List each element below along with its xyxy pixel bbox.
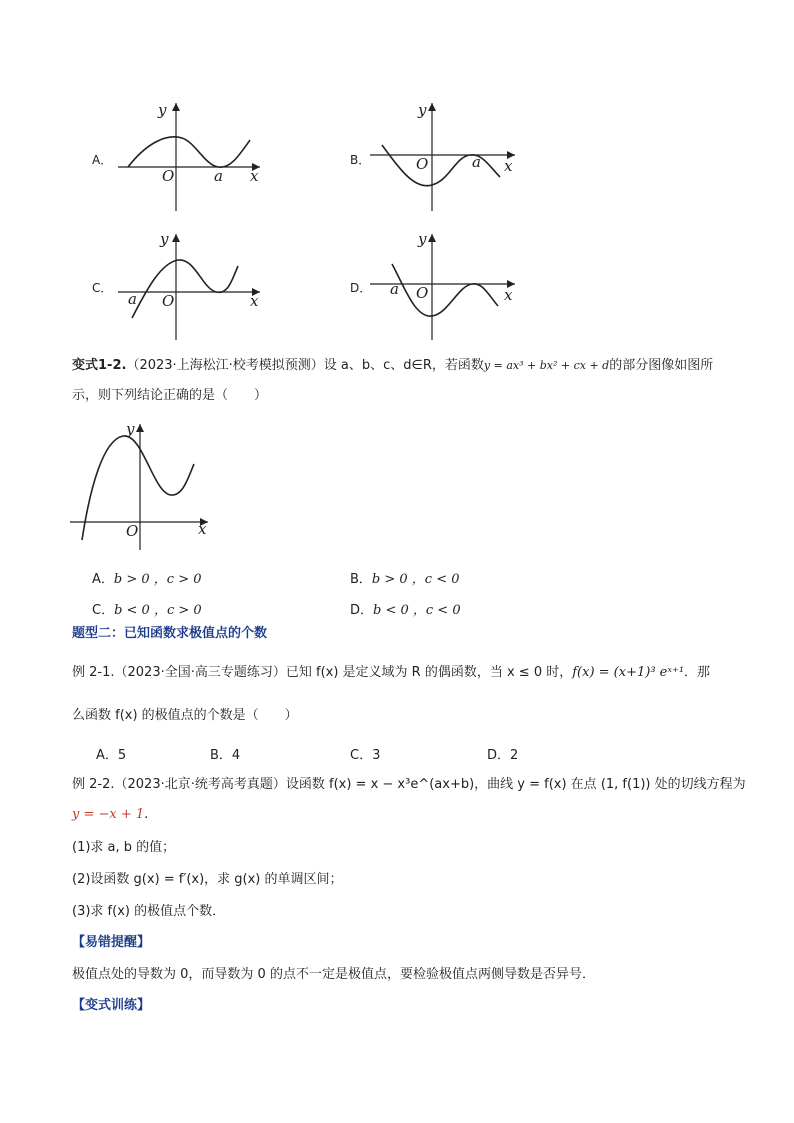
- option-b-label: B．: [350, 153, 371, 167]
- example-2-2-line1: [72, 775, 746, 795]
- example-2-1-option-c: [350, 744, 380, 763]
- graph-d-x-label: x: [504, 286, 513, 304]
- graph-a-x-label: x: [250, 167, 259, 185]
- graph-d: [370, 228, 530, 348]
- example-2-2-source: （2023·北京·统考高考真题）: [114, 777, 286, 792]
- variant-option-c-text: b < 0 ，c > 0: [114, 603, 202, 618]
- variant-1-2-line1: [72, 356, 713, 376]
- variant-option-c: [92, 599, 202, 618]
- example-2-2-q3: (3)求 f(x) 的极值点个数．: [72, 904, 226, 919]
- graph-c-curve: [132, 260, 238, 318]
- variant-1-2-prefix: 变式1-2.: [72, 358, 127, 373]
- variant-1-2-func: y = ax³ + bx² + cx + d: [483, 359, 610, 372]
- graph-b-a-label: a: [472, 153, 481, 171]
- graph-c-y-arrow: [172, 234, 180, 242]
- graph-a-y-label: y: [158, 101, 167, 119]
- graph-d-y-arrow: [428, 234, 436, 242]
- graph-b: [370, 95, 530, 220]
- variant-option-b-text: b > 0 ，c < 0: [371, 572, 460, 587]
- example-2-1-text1-end: ．那: [684, 665, 711, 680]
- example-2-1-option-d-text: 2: [510, 748, 519, 763]
- graph-a-y-arrow: [172, 103, 180, 111]
- graph-a-curve: [128, 137, 250, 167]
- reminder-text: 极值点处的导数为 0，而导数为 0 的点不一定是极值点，要检验极值点两侧导数是否异号．: [72, 967, 595, 982]
- graph-d-a-label: a: [390, 280, 399, 298]
- variant-option-d-text: b < 0 ，c < 0: [373, 603, 461, 618]
- example-2-1-prefix: 例 2-1.: [72, 665, 115, 680]
- variant-graph-x-label: x: [198, 520, 207, 538]
- example-2-2-text1: 设函数 f(x) = x − x³e^(ax+b)，曲线 y = f(x) 在点 (1, f(1)) 处的切线方程为: [285, 777, 746, 792]
- graph-b-origin-label: O: [416, 155, 429, 173]
- graph-d-y-label: y: [418, 230, 427, 248]
- example-2-1-option-b-text: 4: [231, 748, 241, 763]
- example-2-1-line1: [72, 663, 710, 683]
- example-2-2-tangent-end: .: [144, 807, 149, 822]
- graph-a: [110, 95, 270, 220]
- example-2-1-option-b: [210, 744, 240, 763]
- graph-c-a-label: a: [128, 290, 137, 308]
- example-2-1-option-a-text: 5: [117, 748, 127, 763]
- graph-b-y-arrow: [428, 103, 436, 111]
- graph-c: [110, 228, 270, 348]
- variant-graph-y-arrow: [136, 424, 144, 432]
- variant-option-d-label: D．: [350, 603, 374, 618]
- graph-b-curve: [382, 145, 500, 186]
- section-2-title: 题型二：已知函数求极值点的个数: [72, 626, 268, 641]
- variant-option-c-label: C．: [92, 603, 115, 618]
- graph-d-curve: [392, 264, 498, 316]
- example-2-2-q2: (2)设函数 g(x) = f′(x)，求 g(x) 的单调区间；: [72, 872, 343, 887]
- example-2-2-prefix: 例 2-2.: [72, 777, 115, 792]
- variant-option-d: [350, 599, 461, 618]
- variant-option-b: [350, 568, 460, 587]
- training-title: 【变式训练】: [72, 998, 151, 1013]
- example-2-1-source: （2023·全国·高三专题练习）: [114, 665, 286, 680]
- example-2-1-option-c-text: 3: [372, 748, 381, 763]
- variant-1-2-line2: 示，则下列结论正确的是（ ）: [72, 388, 268, 403]
- graph-b-y-label: y: [418, 101, 427, 119]
- example-2-1-line2: 么函数 f(x) 的极值点的个数是（ ）: [72, 708, 298, 723]
- option-d-label: D．: [350, 281, 372, 295]
- variant-graph-y-label: y: [126, 420, 135, 438]
- variant-option-a: [92, 568, 202, 587]
- example-2-1-option-d: [487, 744, 518, 763]
- example-2-1-text1: 已知 f(x) 是定义域为 R 的偶函数，当 x ≤ 0 时，: [285, 665, 573, 680]
- variant-1-2-graph: [68, 418, 218, 553]
- example-2-1-option-a: [96, 744, 126, 763]
- example-2-1-option-a-label: A．: [96, 748, 118, 763]
- variant-1-2-text2: 的部分图像如图所: [609, 358, 714, 373]
- graph-c-y-label: y: [160, 230, 169, 248]
- example-2-1-formula: f(x) = (x+1)³ eˣ⁺¹: [572, 665, 685, 680]
- graph-c-origin-label: O: [162, 292, 175, 310]
- option-c-label: C．: [92, 281, 113, 295]
- graph-b-x-label: x: [504, 157, 513, 175]
- reminder-title: 【易错提醒】: [72, 935, 151, 950]
- graph-c-x-label: x: [250, 292, 259, 310]
- example-2-2-q1: (1)求 a, b 的值；: [72, 840, 176, 855]
- graph-a-a-label: a: [214, 167, 223, 185]
- example-2-2-tangent: y = −x + 1: [72, 807, 145, 822]
- graph-a-origin-label: O: [162, 167, 175, 185]
- variant-option-a-label: A．: [92, 572, 114, 587]
- variant-option-b-label: B．: [350, 572, 372, 587]
- example-2-1-option-d-label: D．: [487, 748, 511, 763]
- variant-graph-origin-label: O: [126, 522, 139, 540]
- graph-d-origin-label: O: [416, 284, 429, 302]
- example-2-1-option-b-label: B．: [210, 748, 232, 763]
- variant-1-2-source: （2023·上海松江·校考模拟预测）: [126, 358, 324, 373]
- variant-option-a-text: b > 0 ，c > 0: [113, 572, 202, 587]
- example-2-2-line2: [72, 805, 148, 825]
- variant-1-2-text1: 设 a、b、c、d∈R，若函数: [323, 358, 484, 373]
- example-2-1-option-c-label: C．: [350, 748, 373, 763]
- option-a-label: A．: [92, 153, 113, 167]
